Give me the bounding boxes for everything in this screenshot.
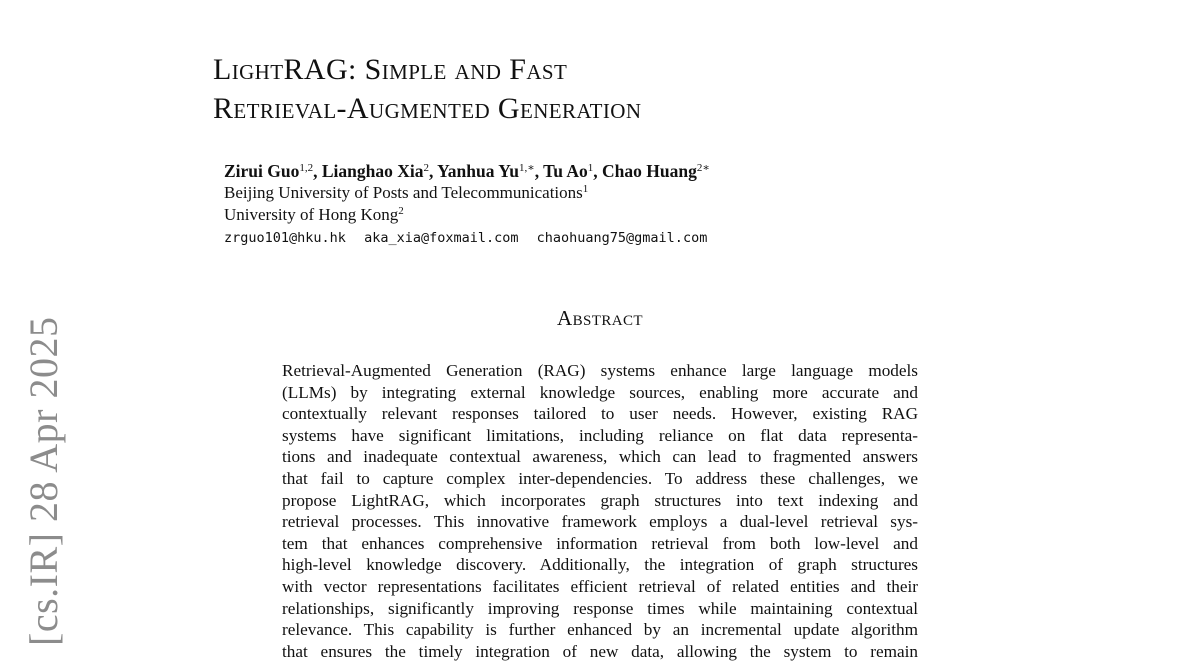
abstract-line: retrieval processes. This innovative framework employs a dual-level retrieval sys- (282, 512, 918, 532)
email-link[interactable]: aka_xia@foxmail.com (364, 230, 519, 246)
email-link[interactable]: zrguo101@hku.hk (224, 230, 346, 246)
abstract-line: relationships, significantly improving response times while maintaining contextual (282, 598, 918, 618)
author-separator: , (534, 161, 544, 181)
abstract-line: relevance. This capability is further enhanced by an incremental update algorithm (282, 620, 918, 640)
abstract-line: contextually relevant responses tailored to user needs. However, existing RAG (282, 404, 918, 424)
author-separator: , (313, 161, 322, 181)
abstract-line: propose LightRAG, which incorporates graph structures into text indexing and (282, 490, 918, 510)
paper-title (213, 50, 641, 128)
author-name: Lianghao Xia (321, 161, 424, 181)
author-list (224, 160, 717, 182)
title-line-2: Retrieval-Augmented Generation (213, 92, 642, 125)
author-affiliation-mark: 1,2 (299, 162, 314, 174)
abstract-line: tions and inadequate contextual awareness, which can lead to fragmented answers (282, 447, 918, 467)
arxiv-side-stamp: [cs.IR] 28 Apr 2025 (21, 316, 66, 646)
affiliation-1: Beijing University of Posts and Telecommunications$^1$ (224, 183, 589, 202)
abstract-line: systems have significant limitations, including reliance on flat data representa- (282, 425, 918, 445)
abstract-line: tem that enhances comprehensive information retrieval from both low-level and (282, 533, 918, 553)
author-affiliation-mark: 1 (587, 162, 594, 174)
author-separator: , (593, 161, 603, 181)
email-link[interactable]: chaohuang75@gmail.com (536, 230, 708, 246)
author-name: Zirui Guo (224, 161, 300, 181)
abstract-line: (LLMs) by integrating external knowledge sources, enabling more accurate and (282, 382, 918, 402)
abstract-line: that fail to capture complex inter-dependencies. To address these challenges, we (282, 468, 918, 488)
abstract-heading: Abstract (557, 306, 643, 330)
title-line-1: LightRAG: Simple and Fast (213, 53, 568, 86)
author-affiliation-mark: 2∗ (696, 162, 710, 174)
author-affiliation-mark: 1,∗ (519, 162, 535, 174)
abstract-line: Retrieval-Augmented Generation (RAG) systems enhance large language models (282, 361, 918, 380)
author-affiliation-mark: 2 (423, 162, 429, 174)
abstract-line: high-level knowledge discovery. Additionally, the integration of graph structures (282, 555, 918, 575)
author-separator: , (429, 161, 438, 181)
abstract-line: that ensures the timely integration of new data, allowing the system to remain (282, 641, 918, 661)
email-list (224, 227, 717, 249)
author-name: Tu Ao (543, 161, 588, 181)
affiliation-2: University of Hong Kong$^2$ (224, 205, 404, 224)
author-block (224, 160, 717, 249)
author-name: Yanhua Yu (437, 161, 519, 181)
abstract-line: with vector representations facilitates efficient retrieval of related entities and their (282, 576, 918, 596)
abstract-body (282, 360, 918, 662)
author-name: Chao Huang (602, 161, 697, 181)
